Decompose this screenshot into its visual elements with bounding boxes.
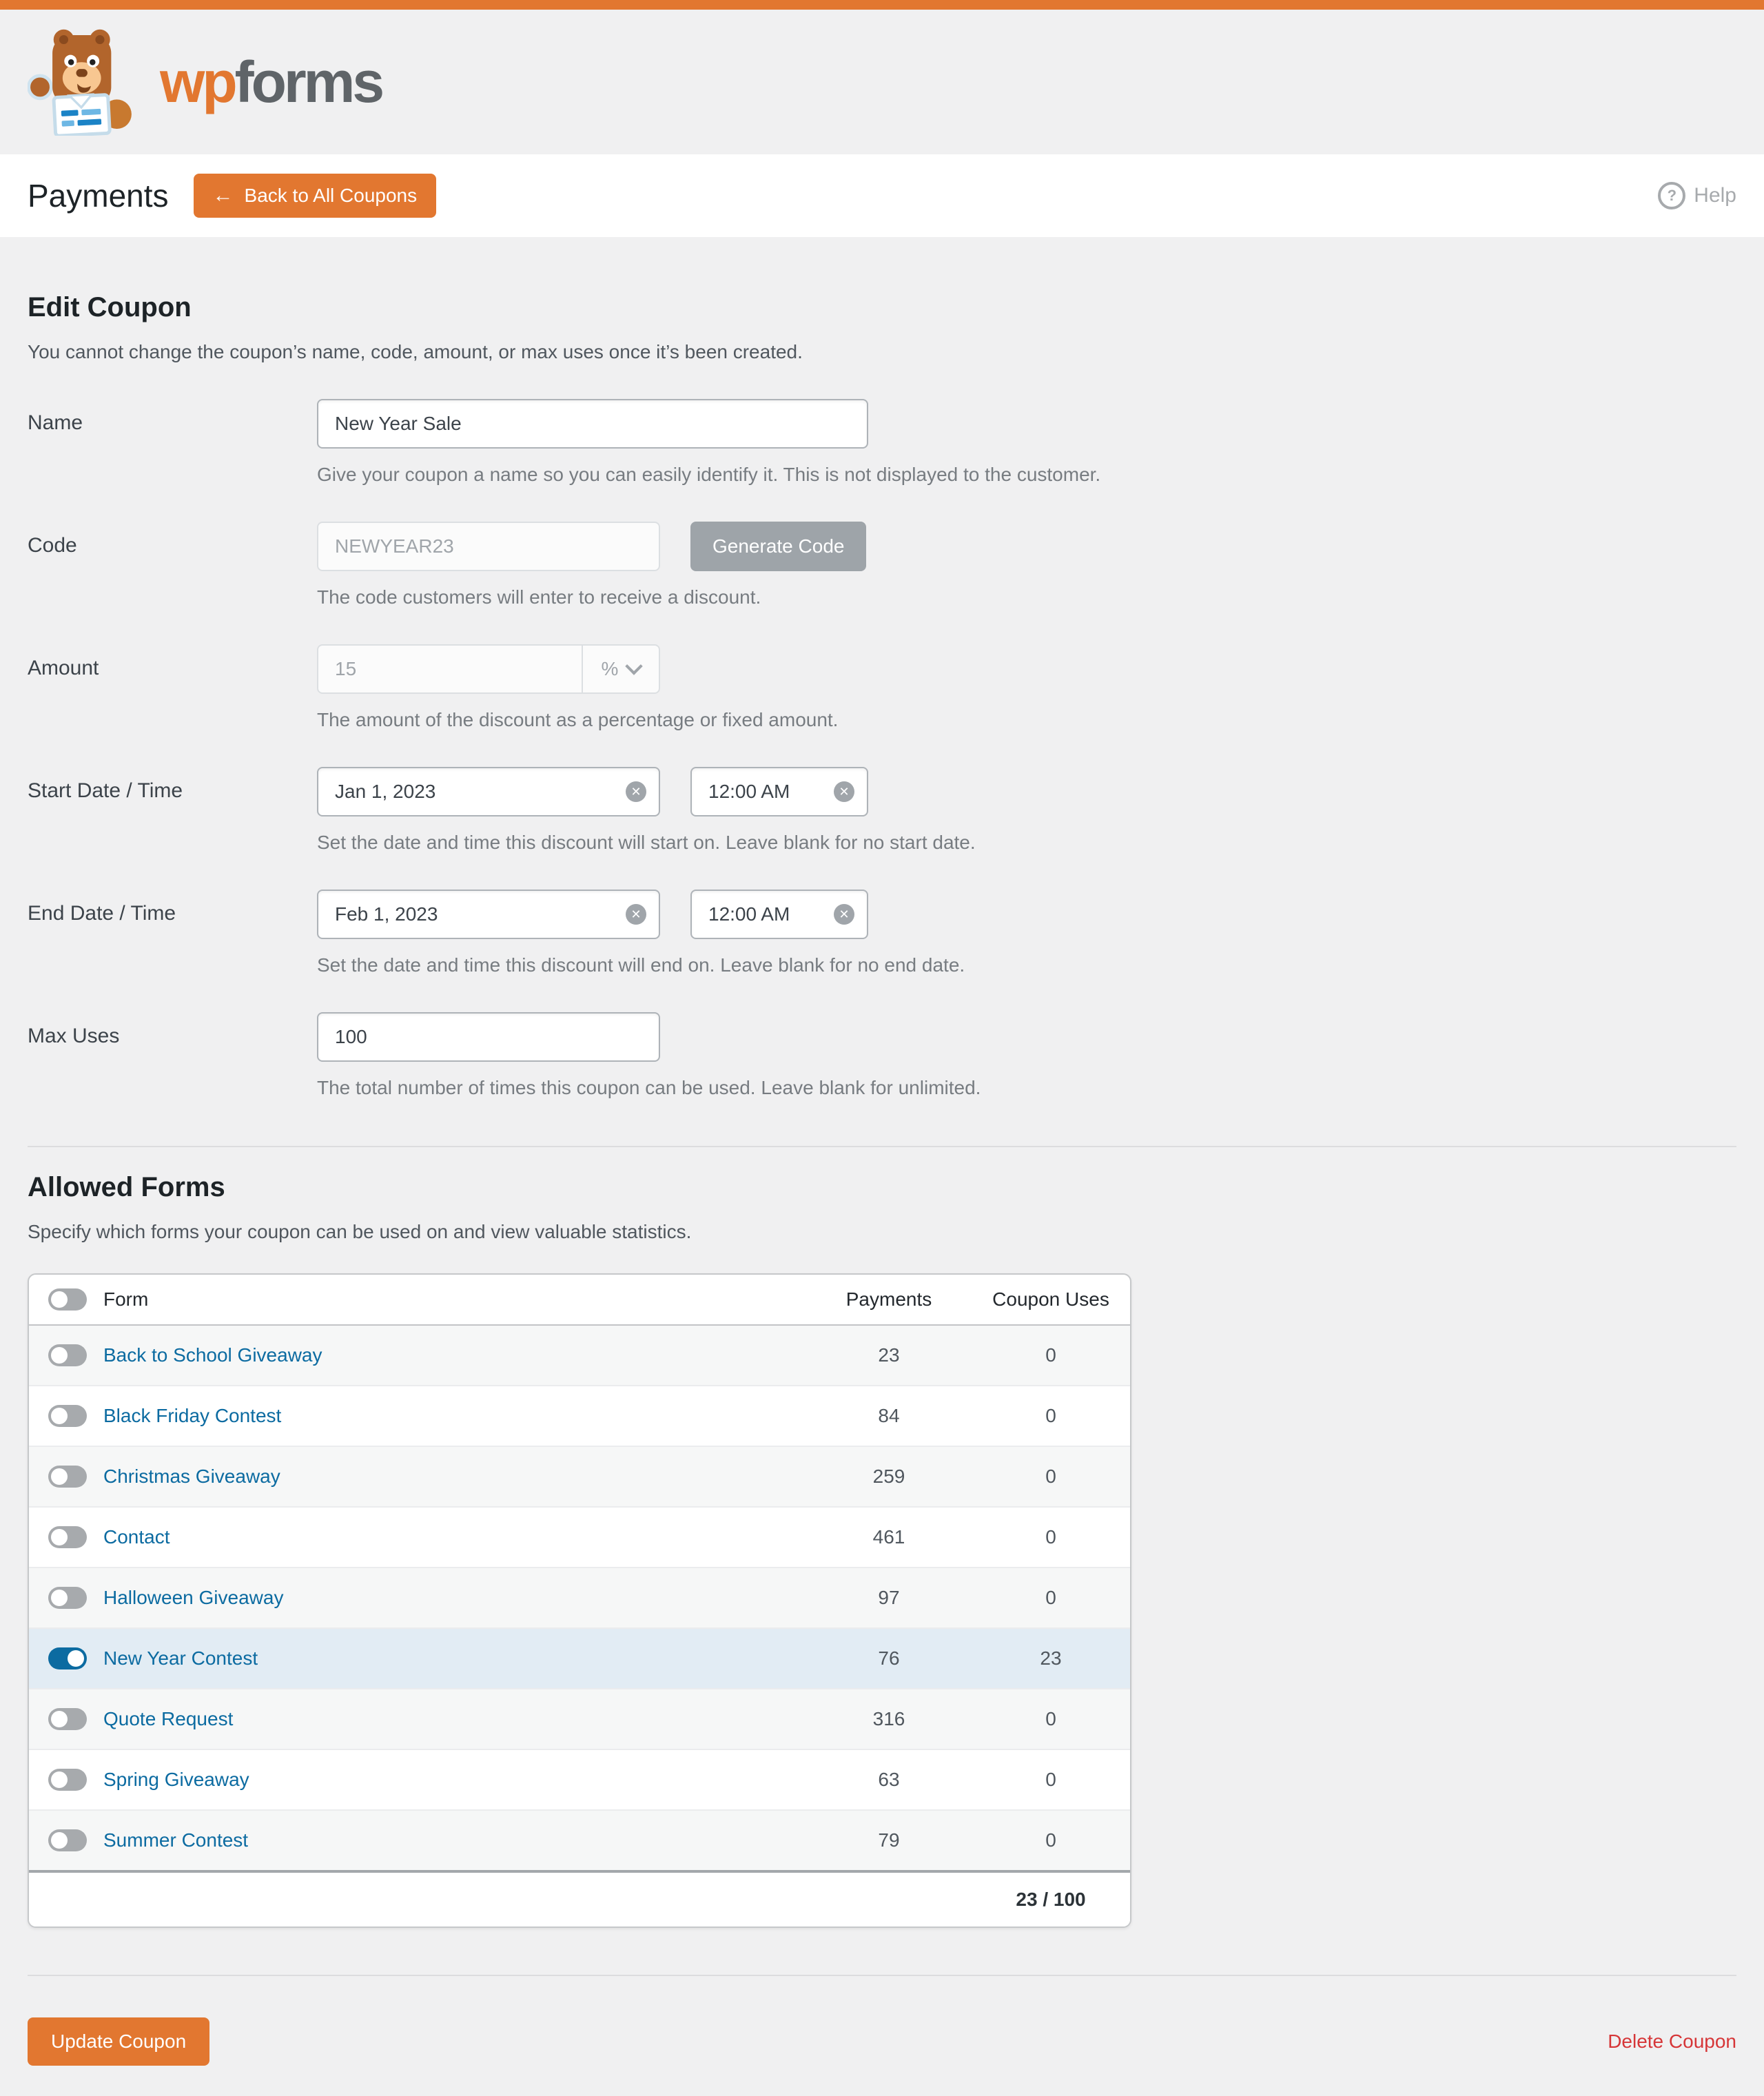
form-toggle-switch[interactable] <box>48 1829 87 1851</box>
form-toggle-switch[interactable] <box>48 1708 87 1730</box>
allowed-forms-description: Specify which forms your coupon can be used on and view valuable statistics. <box>28 1221 692 1242</box>
coupon-uses-total: 23 / 100 <box>1016 1889 1086 1910</box>
code-input <box>317 522 660 571</box>
back-button-label: Back to All Coupons <box>244 185 418 206</box>
edit-coupon-description: You cannot change the coupon’s name, code, amount, or max uses once it’s been created. <box>28 341 803 362</box>
code-label: Code <box>28 534 77 557</box>
table-row <box>29 1447 1130 1508</box>
page-title: Payments <box>28 178 169 214</box>
amount-input-group <box>317 644 660 694</box>
delete-coupon-link[interactable]: Delete Coupon <box>1608 2031 1736 2052</box>
end-date-input[interactable] <box>317 890 660 939</box>
edit-coupon-title: Edit Coupon <box>28 292 192 322</box>
chevron-down-icon <box>626 657 643 675</box>
end-field-row <box>28 890 1736 976</box>
code-hint: The code customers will enter to receive a discount. <box>317 586 761 608</box>
help-link[interactable] <box>1658 182 1736 209</box>
form-toggle-switch[interactable] <box>48 1526 87 1548</box>
wpforms-logo <box>28 28 382 136</box>
section-divider <box>28 1146 1736 1147</box>
form-toggle-switch[interactable] <box>48 1466 87 1488</box>
coupon-uses-value: 0 <box>1045 1587 1056 1608</box>
start-hint: Set the date and time this discount will start on. Leave blank for no start date. <box>317 832 976 853</box>
coupon-uses-value: 0 <box>1045 1466 1056 1487</box>
start-label: Start Date / Time <box>28 779 183 802</box>
clear-start-date-icon[interactable]: ✕ <box>626 781 646 802</box>
amount-unit-dropdown <box>582 646 659 692</box>
table-row <box>29 1386 1130 1447</box>
table-row <box>29 1689 1130 1750</box>
max-uses-field-row <box>28 1012 1736 1099</box>
table-row <box>29 1326 1130 1386</box>
coupon-uses-value: 0 <box>1045 1526 1056 1548</box>
help-label: Help <box>1694 184 1736 207</box>
form-toggle-switch[interactable] <box>48 1769 87 1791</box>
max-uses-input[interactable] <box>317 1012 660 1062</box>
name-field-row <box>28 399 1736 486</box>
name-label: Name <box>28 411 83 434</box>
arrow-left-icon: ← <box>212 184 234 207</box>
amount-label: Amount <box>28 657 99 679</box>
form-link[interactable]: Quote Request <box>103 1708 234 1729</box>
update-coupon-button[interactable]: Update Coupon <box>28 2017 209 2066</box>
form-column-header: Form <box>103 1288 149 1310</box>
question-mark-icon: ? <box>1658 182 1685 209</box>
form-toggle-switch[interactable] <box>48 1405 87 1427</box>
logo-header <box>0 10 1764 154</box>
payments-value: 84 <box>878 1405 900 1426</box>
table-header-row <box>29 1275 1130 1326</box>
wpforms-mascot-icon <box>28 28 141 136</box>
start-date-input[interactable] <box>317 767 660 816</box>
forms-table-body <box>29 1326 1130 1870</box>
form-toggle-switch[interactable] <box>48 1587 87 1609</box>
max-uses-label: Max Uses <box>28 1025 120 1047</box>
coupon-uses-value: 0 <box>1045 1829 1056 1851</box>
payments-value: 63 <box>878 1769 900 1790</box>
coupon-uses-value: 0 <box>1045 1708 1056 1729</box>
name-input[interactable] <box>317 399 868 449</box>
end-label: End Date / Time <box>28 902 176 925</box>
payments-value: 97 <box>878 1587 900 1608</box>
wpforms-logo-text: wpforms <box>160 50 382 114</box>
name-hint: Give your coupon a name so you can easily identify it. This is not displayed to the customer. <box>317 464 1101 485</box>
amount-hint: The amount of the discount as a percentage or fixed amount. <box>317 709 839 730</box>
form-link[interactable]: Summer Contest <box>103 1829 249 1851</box>
amount-input <box>318 658 582 680</box>
clear-end-date-icon[interactable]: ✕ <box>626 904 646 925</box>
coupon-uses-value: 0 <box>1045 1769 1056 1790</box>
coupon-uses-value: 0 <box>1045 1344 1056 1366</box>
amount-unit-value: % <box>601 658 619 679</box>
footer-actions <box>28 2017 1736 2096</box>
form-link[interactable]: Contact <box>103 1526 170 1548</box>
table-row <box>29 1629 1130 1689</box>
form-link[interactable]: Christmas Giveaway <box>103 1466 280 1487</box>
top-accent-bar <box>0 0 1764 10</box>
coupon-uses-column-header: Coupon Uses <box>992 1288 1109 1310</box>
payments-value: 23 <box>878 1344 900 1366</box>
table-row <box>29 1811 1130 1870</box>
form-link[interactable]: Black Friday Contest <box>103 1405 282 1426</box>
end-hint: Set the date and time this discount will end on. Leave blank for no end date. <box>317 954 965 976</box>
main-content <box>0 237 1764 2096</box>
footer-divider <box>28 1975 1736 1976</box>
payments-value: 316 <box>872 1708 905 1729</box>
payments-value: 461 <box>872 1526 905 1548</box>
allowed-forms-table <box>28 1273 1131 1928</box>
form-toggle-switch[interactable] <box>48 1647 87 1669</box>
allowed-forms-title: Allowed Forms <box>28 1172 225 1202</box>
form-link[interactable]: Back to School Giveaway <box>103 1344 322 1366</box>
coupon-uses-value: 0 <box>1045 1405 1056 1426</box>
amount-field-row <box>28 644 1736 731</box>
form-toggle-switch[interactable] <box>48 1344 87 1366</box>
clear-end-time-icon[interactable]: ✕ <box>834 904 854 925</box>
back-to-all-coupons-button[interactable] <box>194 174 437 218</box>
payments-column-header: Payments <box>845 1288 932 1310</box>
code-field-row <box>28 522 1736 608</box>
payments-value: 76 <box>878 1647 900 1669</box>
table-row <box>29 1750 1130 1811</box>
table-row <box>29 1568 1130 1629</box>
form-link[interactable]: Spring Giveaway <box>103 1769 249 1790</box>
table-row <box>29 1508 1130 1568</box>
coupon-uses-value: 23 <box>1040 1647 1062 1669</box>
toggle-all-forms-switch[interactable] <box>48 1288 87 1311</box>
max-uses-hint: The total number of times this coupon can be used. Leave blank for unlimited. <box>317 1077 981 1098</box>
table-footer-row <box>29 1870 1130 1927</box>
payments-value: 259 <box>872 1466 905 1487</box>
form-link[interactable]: Halloween Giveaway <box>103 1587 284 1608</box>
generate-code-button: Generate Code <box>690 522 866 571</box>
clear-start-time-icon[interactable]: ✕ <box>834 781 854 802</box>
form-link[interactable]: New Year Contest <box>103 1647 258 1669</box>
payments-value: 79 <box>878 1829 900 1851</box>
start-field-row <box>28 767 1736 854</box>
page-toolbar <box>0 154 1764 237</box>
